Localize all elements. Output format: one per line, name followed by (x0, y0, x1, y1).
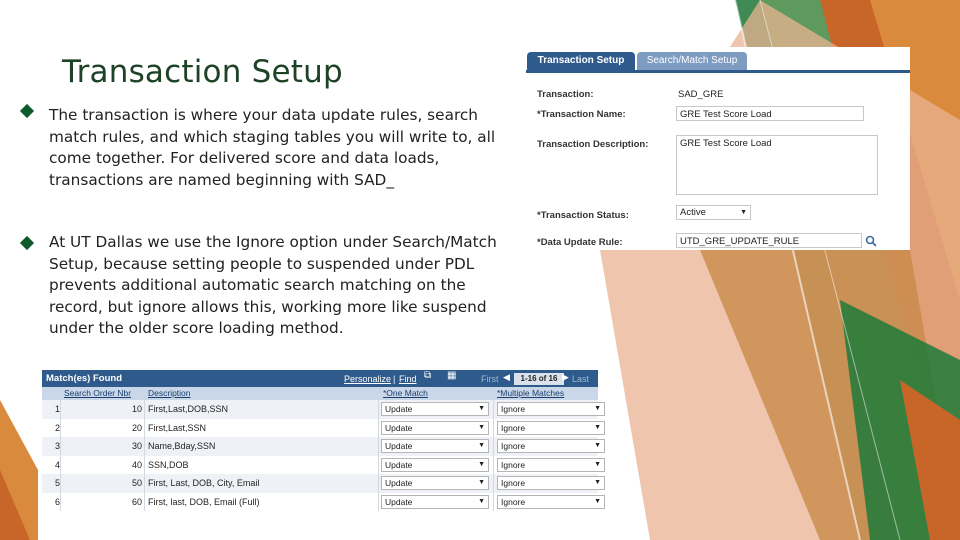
row-number: 2 (55, 422, 61, 433)
description: First,Last,SSN (148, 422, 207, 433)
one-match-select[interactable] (381, 421, 489, 435)
multiple-matches-select[interactable] (497, 439, 605, 453)
multiple-matches-value: Ignore (501, 459, 526, 470)
last-link[interactable]: Last (572, 374, 590, 384)
tab-search-match-setup[interactable]: Search/Match Setup (637, 52, 747, 70)
multiple-matches-value: Ignore (501, 404, 526, 414)
multiple-matches-value: Ignore (501, 441, 526, 451)
transaction-status-select[interactable] (676, 205, 751, 220)
multiple-matches-select[interactable] (497, 421, 605, 435)
grid-header (42, 370, 598, 387)
multiple-matches-value: Ignore (501, 478, 526, 488)
matches-grid (42, 370, 601, 512)
view-all-icon[interactable]: ⧉ (424, 370, 432, 381)
description: First, last, DOB, Email (Full) (148, 496, 260, 507)
column-divider (493, 400, 494, 511)
personalize-link[interactable]: Personalize (344, 374, 392, 384)
first-link[interactable]: First (481, 374, 499, 384)
search-order: 40 (132, 459, 143, 470)
table-row (42, 400, 601, 419)
one-match-select[interactable] (381, 476, 489, 490)
tab-bar (526, 52, 910, 73)
row-number: 6 (55, 496, 61, 507)
multiple-matches-select[interactable] (497, 476, 605, 490)
chevron-down-icon: ▼ (594, 460, 601, 468)
bullet-text-1: The transaction is where your data update rules, search match rules, and which staging tables you will write to, all come together. For delivered score and data loads, transactions are named beginning with SAD_ (49, 106, 496, 189)
row-number: 4 (55, 459, 61, 470)
one-match-value: Update (385, 478, 413, 488)
transaction-label: Transaction: (537, 89, 594, 100)
col-multiple-matches[interactable]: *Multiple Matches (497, 388, 565, 398)
one-match-value: Update (385, 496, 413, 507)
status-value: Active (680, 207, 706, 218)
table-row (42, 493, 601, 512)
nav-separator: | (393, 374, 396, 384)
one-match-value: Update (385, 422, 413, 433)
chevron-down-icon: ▼ (478, 442, 485, 449)
transaction-name-label: *Transaction Name: (537, 109, 626, 120)
transaction-name-input[interactable]: GRE Test Score Load (676, 106, 864, 121)
chevron-down-icon: ▼ (478, 423, 485, 431)
col-search-order[interactable]: Search Order Nbr (64, 388, 132, 398)
row-number: 5 (55, 478, 61, 488)
bullet-text-2: At UT Dallas we use the Ignore option under Search/Match Setup, because setting people to suspended under PDL prevents additional automatic search matching on the record, but ignore allows this, working more like suspend under the older score loading method. (49, 233, 497, 338)
chevron-down-icon: ▼ (594, 497, 601, 505)
table-row (42, 419, 601, 438)
row-number: 1 (55, 404, 61, 414)
chevron-down-icon: ▼ (478, 497, 485, 505)
chevron-down-icon: ▼ (478, 460, 485, 468)
description: SSN,DOB (148, 459, 189, 470)
search-order: 20 (132, 422, 143, 433)
one-match-value: Update (385, 459, 413, 470)
one-match-value: Update (385, 404, 413, 414)
chevron-down-icon: ▼ (594, 405, 601, 412)
search-order: 30 (132, 441, 143, 451)
one-match-select[interactable] (381, 439, 489, 453)
column-divider (60, 400, 61, 511)
grid-icon[interactable]: ▦ (447, 370, 457, 381)
col-one-match[interactable]: *One Match (383, 388, 428, 398)
search-order: 10 (132, 404, 143, 414)
description: Name,Bday,SSN (148, 441, 216, 451)
one-match-value: Update (385, 441, 413, 451)
multiple-matches-select[interactable] (497, 402, 605, 416)
transaction-setup-panel (526, 47, 910, 250)
transaction-status-label: *Transaction Status: (537, 210, 629, 221)
col-description[interactable]: Description (148, 388, 191, 398)
prev-arrow-icon[interactable]: ◀ (503, 372, 510, 382)
multiple-matches-select[interactable] (497, 495, 605, 509)
slide-title: Transaction Setup (62, 54, 343, 90)
chevron-down-icon: ▼ (740, 209, 747, 216)
one-match-select[interactable] (381, 458, 489, 472)
transaction-value: SAD_GRE (678, 89, 724, 100)
multiple-matches-value: Ignore (501, 422, 526, 433)
find-link[interactable]: Find (399, 374, 417, 384)
description: First,Last,DOB,SSN (148, 404, 229, 414)
chevron-down-icon: ▼ (478, 479, 485, 486)
multiple-matches-value: Ignore (501, 496, 526, 507)
one-match-select[interactable] (381, 402, 489, 416)
transaction-description-label: Transaction Description: (537, 139, 649, 150)
tab-transaction-setup[interactable]: Transaction Setup (527, 52, 635, 70)
table-row (42, 474, 601, 493)
description: First, Last, DOB, City, Email (148, 478, 260, 488)
multiple-matches-select[interactable] (497, 458, 605, 472)
chevron-down-icon: ▼ (594, 423, 601, 431)
chevron-down-icon: ▼ (594, 442, 601, 449)
table-row (42, 437, 601, 456)
magnifier-icon[interactable] (865, 235, 877, 247)
row-number: 3 (55, 441, 61, 451)
page-count: 1-16 of 16 (514, 373, 564, 385)
search-order: 60 (132, 496, 143, 507)
search-order: 50 (132, 478, 143, 488)
table-row (42, 456, 601, 475)
one-match-select[interactable] (381, 495, 489, 509)
data-update-rule-input[interactable]: UTD_GRE_UPDATE_RULE (676, 233, 862, 248)
next-arrow-icon[interactable]: ▶ (562, 372, 569, 382)
grid-column-headers (42, 387, 598, 400)
chevron-down-icon: ▼ (594, 479, 601, 486)
column-divider (378, 400, 379, 511)
column-divider (144, 400, 145, 511)
chevron-down-icon: ▼ (478, 405, 485, 412)
data-update-rule-label: *Data Update Rule: (537, 237, 623, 248)
transaction-description-textarea[interactable]: GRE Test Score Load (676, 135, 878, 195)
grid-title: Match(es) Found (46, 373, 122, 384)
